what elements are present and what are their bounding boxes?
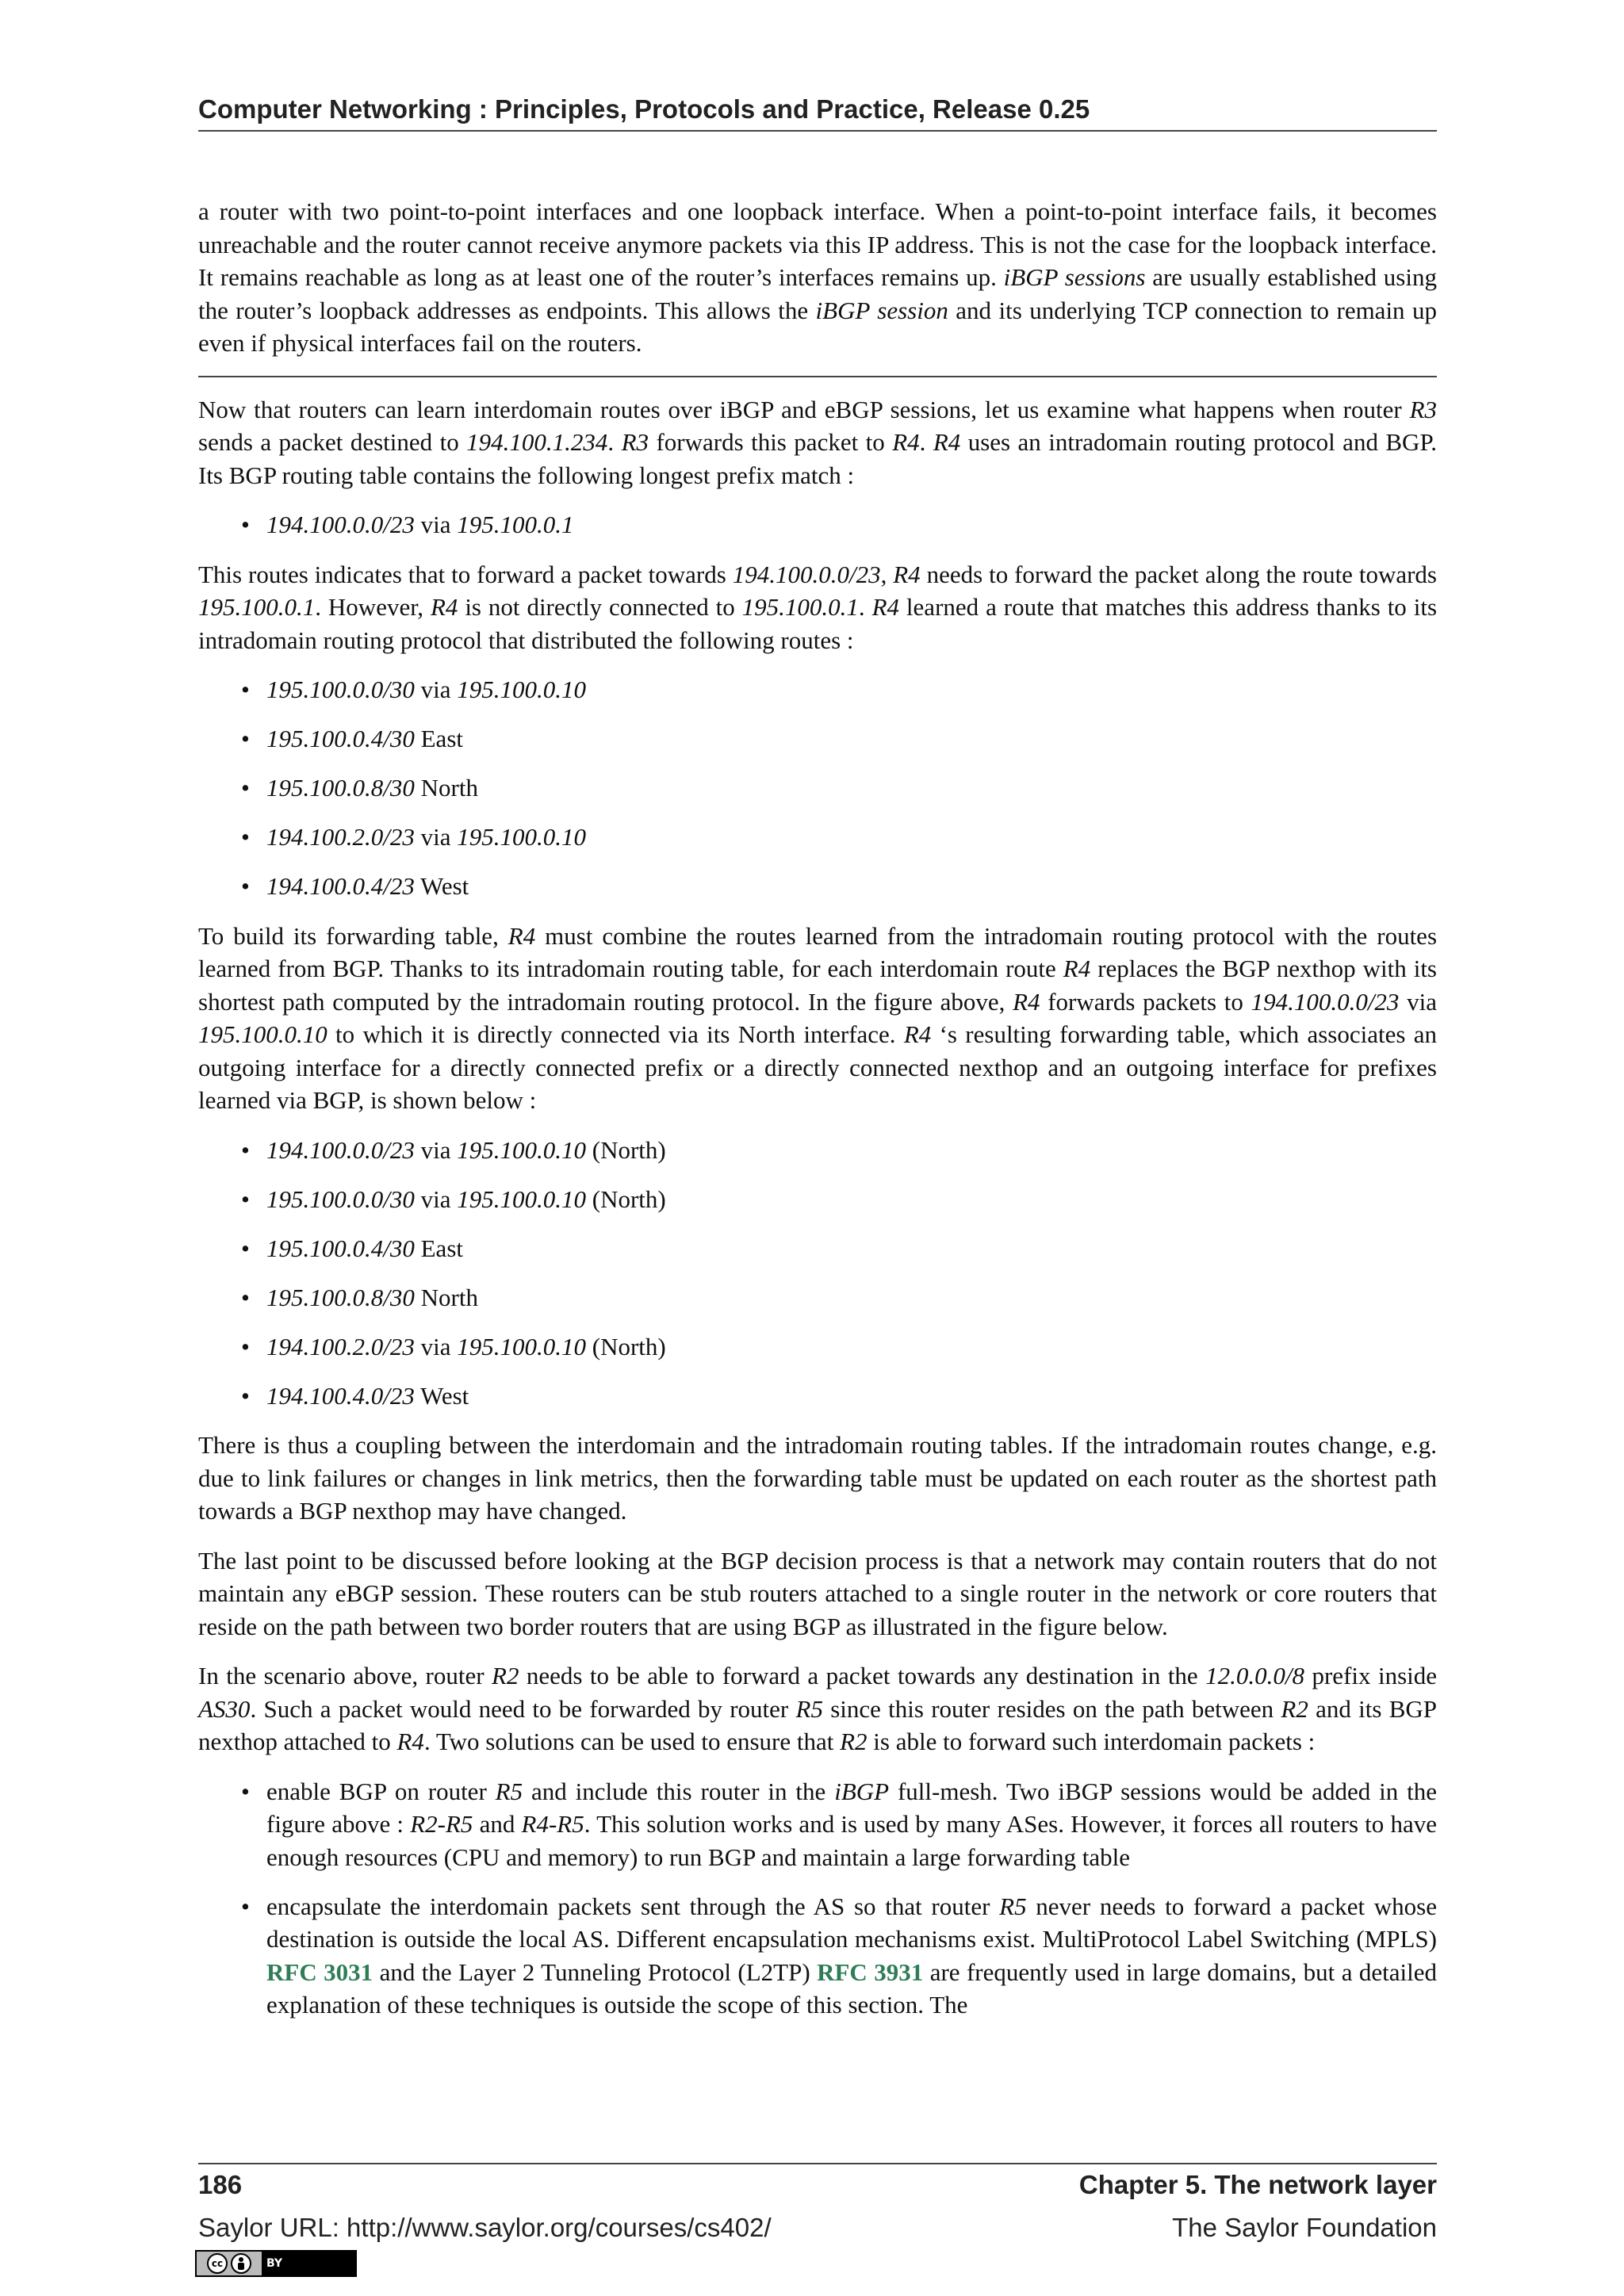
- text: uses an intradomain routing protocol and BGP. Its BGP routing table contains the following longest prefix match :: [198, 428, 1437, 489]
- text: via: [414, 823, 458, 851]
- router-name: R2: [840, 1728, 868, 1755]
- text: East: [414, 1234, 463, 1262]
- prefix: 194.100.2.0/23: [266, 823, 415, 851]
- chapter-title: Chapter 5. The network layer: [1078, 2170, 1437, 2199]
- text: . Two solutions can be used to ensure that: [423, 1728, 841, 1755]
- ip-address: 195.100.0.1: [198, 593, 316, 621]
- nexthop: 195.100.0.10: [457, 675, 586, 703]
- router-name: R4: [933, 428, 961, 456]
- bullet: •: [241, 774, 250, 802]
- text: prefix inside: [1304, 1662, 1437, 1689]
- intradomain-route-list: [198, 673, 1437, 903]
- paragraph-loopback: [198, 195, 1437, 360]
- text: (North): [586, 1332, 666, 1360]
- router-name: R3: [621, 428, 649, 456]
- prefix: 195.100.0.4/30: [266, 1234, 415, 1262]
- list-item: [198, 771, 1437, 805]
- bullet: •: [241, 823, 250, 851]
- person-icon: [236, 2256, 247, 2271]
- foundation-name: The Saylor Foundation: [1172, 2213, 1437, 2242]
- as-name: AS30: [198, 1694, 251, 1723]
- router-name: R2: [492, 1662, 519, 1689]
- text: full-mesh. Two iBGP sessions would be added in the figure above :: [266, 1777, 1437, 1838]
- footer-source-info: [198, 2212, 1437, 2244]
- text: ‘s resulting forwarding table, which associates an outgoing interface for a directly connected prefix or a directly connected nexthop and an outgoing interface for prefixes learned via BGP, is shown below :: [198, 1020, 1437, 1114]
- list-item: [198, 1134, 1437, 1167]
- prefix: 194.100.4.0/23: [266, 1381, 415, 1410]
- router-name: R4: [1063, 955, 1091, 982]
- text: via: [414, 511, 458, 538]
- prefix: 194.100.0.0/23: [732, 560, 881, 588]
- prefix: 194.100.0.0/23: [1251, 987, 1400, 1016]
- section-divider: [198, 376, 1437, 377]
- list-item: [198, 821, 1437, 854]
- bullet: •: [241, 1777, 250, 1805]
- solutions-list: [198, 1775, 1437, 2022]
- text: sends a packet destined to: [198, 428, 467, 456]
- text: ,: [880, 560, 894, 588]
- paragraph-now-routers: [198, 393, 1437, 492]
- list-item: [198, 1330, 1437, 1364]
- text: (North): [586, 1184, 666, 1213]
- router-name: R4: [396, 1728, 424, 1755]
- router-name: R4: [508, 921, 536, 950]
- router-name: R5: [999, 1892, 1027, 1920]
- bullet: •: [241, 511, 250, 538]
- paragraph-this-routes: [198, 558, 1437, 657]
- text: To build its forwarding table,: [198, 921, 508, 950]
- session-name: R4-R5: [521, 1810, 584, 1838]
- prefix: 195.100.0.8/30: [266, 1283, 415, 1311]
- text: is not directly connected to: [458, 593, 742, 621]
- paragraph-scenario: [198, 1659, 1437, 1758]
- text: North: [414, 1283, 478, 1311]
- nexthop: 195.100.0.1: [457, 511, 574, 538]
- text: via: [414, 1135, 458, 1164]
- bullet: •: [241, 1184, 250, 1213]
- text: East: [414, 725, 463, 752]
- list-item: [198, 1281, 1437, 1314]
- cc-icon-group: [197, 2252, 262, 2275]
- text: via: [414, 675, 458, 703]
- text: .: [858, 593, 872, 621]
- saylor-url: Saylor URL: http://www.saylor.org/courses/cs402/: [198, 2213, 772, 2242]
- text: needs to forward the packet along the route towards: [920, 560, 1437, 588]
- page-number: 186: [198, 2170, 243, 2199]
- nexthop: 195.100.0.10: [457, 1184, 586, 1213]
- prefix: 195.100.0.8/30: [266, 774, 415, 802]
- paragraph-build-forwarding: [198, 920, 1437, 1117]
- router-name: R4: [892, 428, 920, 456]
- rfc-3931-link[interactable]: RFC 3931: [817, 1957, 924, 1986]
- running-header: Computer Networking : Principles, Protocols and Practice, Release 0.25: [198, 94, 1437, 132]
- bullet: •: [241, 1381, 250, 1410]
- prefix: 195.100.0.0/30: [266, 675, 415, 703]
- text: West: [414, 1381, 469, 1410]
- list-item: [198, 722, 1437, 756]
- router-name: R4: [1013, 987, 1040, 1016]
- text: and its underlying TCP connection to remain up even if physical interfaces fail on the routers.: [198, 296, 1437, 357]
- cc-by-license-badge: [195, 2250, 357, 2277]
- text: replaces the BGP nexthop with its shortest path computed by the intradomain routing protocol. In the figure above,: [198, 955, 1437, 1016]
- text: This routes indicates that to forward a packet towards: [198, 560, 733, 588]
- router-name: R4: [430, 593, 458, 621]
- router-name: R3: [1409, 395, 1437, 423]
- router-name: R5: [495, 1777, 523, 1805]
- term-ibgp-sessions: iBGP sessions: [1003, 263, 1146, 291]
- attribution-icon: [231, 2253, 251, 2274]
- ip-address: 195.100.0.1: [741, 593, 859, 621]
- prefix: 194.100.0.0/23: [266, 511, 415, 538]
- text: and include this router in the: [523, 1777, 835, 1805]
- list-item-solution-bgp: [198, 1775, 1437, 1874]
- bullet: •: [241, 1332, 250, 1360]
- prefix: 194.100.2.0/23: [266, 1332, 415, 1360]
- bullet: •: [241, 872, 250, 900]
- prefix: 194.100.0.4/23: [266, 872, 415, 900]
- list-item: [198, 1232, 1437, 1265]
- body-text: [198, 195, 1437, 2038]
- footer-page-info: [198, 2169, 1437, 2201]
- text: .: [607, 428, 622, 456]
- prefix: 195.100.0.4/30: [266, 725, 415, 752]
- list-item: [198, 870, 1437, 903]
- bullet: •: [241, 675, 250, 703]
- text: learned a route that matches this address thanks to its intradomain routing protocol that distributed the following routes :: [198, 593, 1438, 654]
- text: via: [1399, 987, 1438, 1016]
- bgp-route-list: [198, 508, 1437, 541]
- text: West: [414, 872, 469, 900]
- list-item: [198, 673, 1437, 706]
- text: encapsulate the interdomain packets sent through the AS so that router: [266, 1892, 1000, 1920]
- router-name: R4: [903, 1020, 932, 1048]
- text: are frequently used in large domains, but a detailed explanation of these techniques is outside the scope of this section. The: [266, 1957, 1438, 2019]
- text: North: [414, 774, 478, 802]
- text: must combine the routes learned from the intradomain routing protocol with the routes learned from BGP. Thanks to its intradomain routing table, for each interdomain route: [198, 921, 1438, 982]
- text: via: [414, 1184, 458, 1213]
- router-name: R4: [893, 560, 921, 588]
- forwarding-table-list: [198, 1134, 1437, 1413]
- list-item: [198, 1183, 1437, 1216]
- text: a router with two point-to-point interfaces and one loopback interface. When a point-to-point interface fails, it becomes unreachable and the router cannot receive anymore packets via this IP address. This is not the case for the loopback interface. It remains reachable as long as at least one of the router’s interfaces remains up.: [198, 197, 1437, 291]
- text: never needs to forward a packet whose destination is outside the local AS. Different encapsulation mechanisms exist. MultiProtocol Label Switching (MPLS): [266, 1892, 1437, 1953]
- paragraph-last-point: The last point to be discussed before looking at the BGP decision process is that a network may contain routers that do not maintain any eBGP session. These routers can be stub routers attached to a single router in the network or core routers that reside on the path between two border routers that are using BGP as illustrated in the figure below.: [198, 1546, 1437, 1640]
- text: and its BGP nexthop attached to: [198, 1694, 1437, 1755]
- text: . Such a packet would need to be forwarded by router: [250, 1694, 796, 1723]
- term-ibgp-session: iBGP session: [815, 296, 948, 324]
- paragraph-coupling: There is thus a coupling between the interdomain and the intradomain routing tables. If the intradomain routes change, e.g. due to link failures or changes in link metrics, then the forwarding table must be updated on each router as the shortest path towards a BGP nexthop may have changed.: [198, 1431, 1437, 1525]
- text: (North): [586, 1135, 666, 1164]
- text: and the Layer 2 Tunneling Protocol (L2TP): [373, 1957, 818, 1986]
- bullet: •: [241, 1283, 250, 1311]
- text: and: [473, 1810, 522, 1838]
- text: .: [919, 428, 933, 456]
- rfc-3031-link[interactable]: RFC 3031: [266, 1957, 373, 1986]
- prefix: 194.100.0.0/23: [266, 1135, 415, 1164]
- by-label: BY: [266, 2257, 283, 2270]
- text: enable BGP on router: [266, 1777, 496, 1805]
- list-item: [198, 508, 1437, 541]
- text: forwards packets to: [1040, 987, 1251, 1016]
- ip-address: 194.100.1.234: [466, 428, 608, 456]
- text: . This solution works and is used by many ASes. However, it forces all routers to have enough resources (CPU and memory) to run BGP and maintain a large forwarding table: [266, 1810, 1437, 1871]
- text: needs to be able to forward a packet towards any destination in the: [519, 1662, 1206, 1689]
- text: forwards this packet to: [649, 428, 893, 456]
- text: since this router resides on the path between: [822, 1694, 1281, 1723]
- text: . However,: [315, 593, 431, 621]
- cc-icon: cc: [207, 2253, 228, 2274]
- nexthop: 195.100.0.10: [457, 823, 586, 851]
- text: In the scenario above, router: [198, 1662, 492, 1689]
- nexthop: 195.100.0.10: [457, 1135, 586, 1164]
- list-item: [198, 1380, 1437, 1413]
- text: are usually established using the router’s loopback addresses as endpoints. This allows the: [198, 263, 1437, 324]
- session-name: R2-R5: [410, 1810, 473, 1838]
- text: to which it is directly connected via its North interface.: [327, 1020, 904, 1048]
- prefix: 195.100.0.0/30: [266, 1184, 415, 1213]
- text: Now that routers can learn interdomain routes over iBGP and eBGP sessions, let us examine what happens when router: [198, 395, 1410, 423]
- bullet: •: [241, 725, 250, 752]
- text: via: [414, 1332, 458, 1360]
- nexthop: 195.100.0.10: [457, 1332, 586, 1360]
- term-ibgp: iBGP: [834, 1777, 890, 1805]
- list-item-solution-encapsulate: [198, 1890, 1437, 2022]
- bullet: •: [241, 1234, 250, 1262]
- bullet: •: [241, 1892, 250, 1920]
- router-name: R5: [795, 1694, 823, 1723]
- footer-divider: [198, 2163, 1437, 2164]
- router-name: R4: [871, 593, 900, 621]
- router-name: R2: [1281, 1694, 1308, 1723]
- bullet: •: [241, 1135, 250, 1164]
- prefix: 12.0.0.0/8: [1205, 1662, 1305, 1689]
- text: is able to forward such interdomain packets :: [867, 1728, 1316, 1755]
- ip-address: 195.100.0.10: [198, 1020, 327, 1048]
